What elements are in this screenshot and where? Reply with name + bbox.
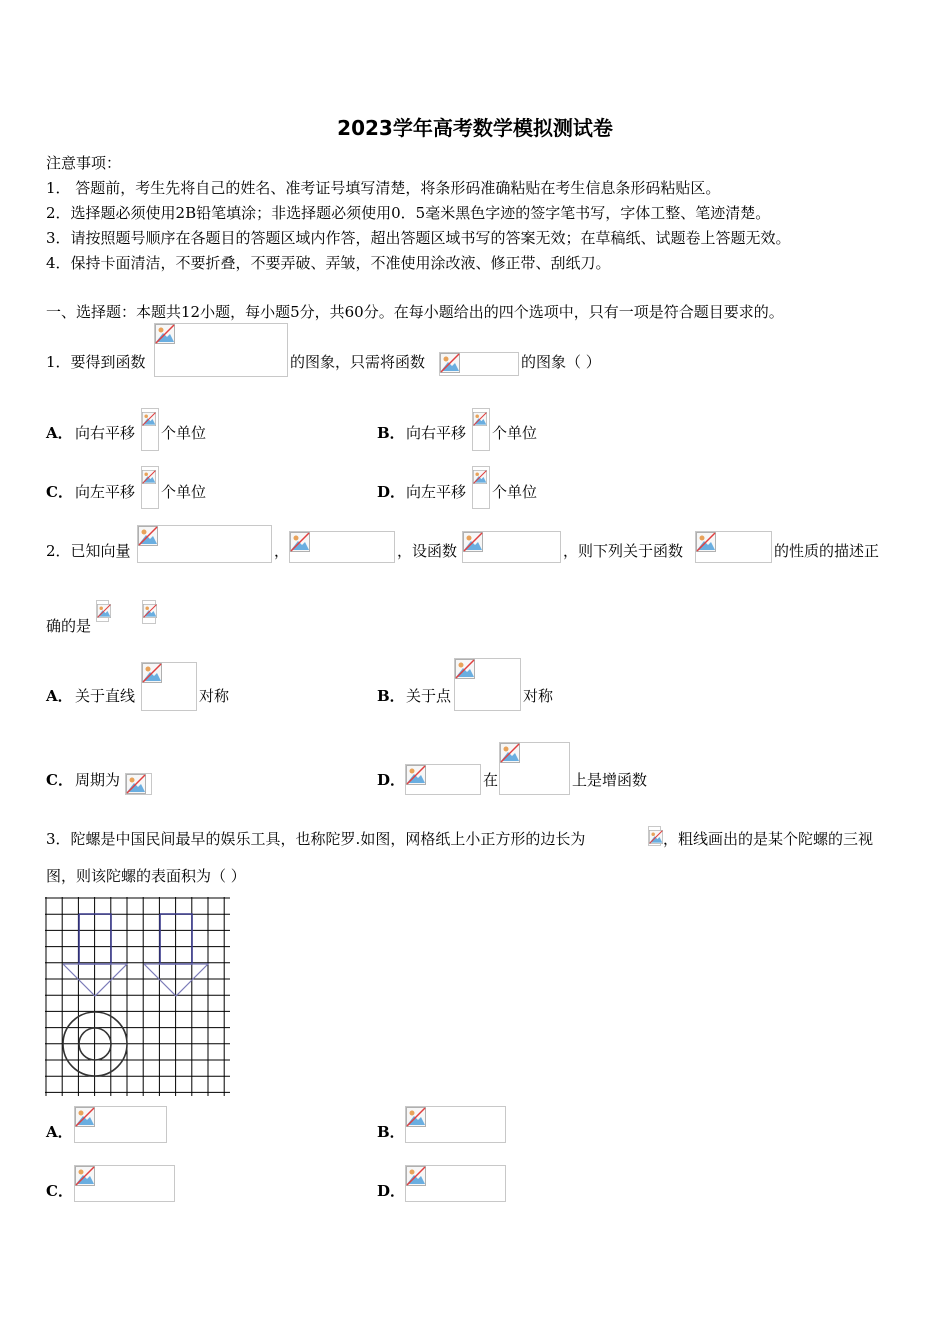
broken-image-icon [97, 601, 111, 621]
broken-image-icon [649, 827, 663, 847]
option-label[interactable]: B． [377, 687, 405, 705]
option-text: 个单位 [161, 424, 207, 442]
broken-image-icon [290, 532, 310, 552]
broken-image-icon [75, 1166, 95, 1186]
broken-image-icon [142, 409, 156, 429]
notice-item: 4．保持卡面清洁，不要折叠，不要弄破、弄皱，不准使用涂改液、修正带、刮纸刀。 [46, 254, 611, 272]
option-label[interactable]: B． [377, 1123, 405, 1141]
formula-image [142, 600, 156, 624]
option-text: 个单位 [492, 483, 538, 501]
broken-image-icon [455, 659, 475, 679]
formula-image [289, 531, 395, 563]
option-text: 关于直线 [75, 687, 136, 705]
broken-image-icon [463, 532, 483, 552]
option-label[interactable]: B． [377, 424, 405, 442]
page-title: 2023学年高考数学模拟测试卷 [337, 116, 613, 140]
notice-item: 1． 答题前，考生先将自己的姓名、准考证号填写清楚，将条形码准确粘贴在考生信息条形码粘贴区。 [46, 179, 721, 197]
broken-image-icon [406, 1166, 426, 1186]
q1-text-c: 的图象（ ） [521, 353, 601, 371]
broken-image-icon [696, 532, 716, 552]
formula-image [439, 352, 519, 376]
formula-image [141, 662, 197, 711]
q2-text-d: ，则下列关于函数 [563, 542, 684, 560]
broken-image-icon [143, 601, 157, 621]
q1-text-a: 1．要得到函数 [46, 353, 146, 371]
formula-image [96, 600, 109, 622]
option-text: 对称 [199, 687, 230, 705]
broken-image-icon [473, 409, 487, 429]
notice-item: 2．选择题必须使用2B铅笔填涂；非选择题必须使用0．5毫米黑色字迹的签字笔书写，字体工整、笔迹清楚。 [46, 204, 771, 222]
broken-image-icon [155, 324, 175, 344]
formula-image [472, 408, 490, 451]
formula-image [74, 1165, 175, 1202]
broken-image-icon [500, 743, 520, 763]
formula-image [125, 773, 152, 795]
formula-image [405, 1165, 506, 1202]
q2-text-e: 的性质的描述正 [774, 542, 880, 560]
broken-image-icon [126, 774, 146, 794]
q3-text-b: ，粗线画出的是某个陀螺的三视 [663, 830, 874, 848]
notice-heading: 注意事项： [46, 154, 122, 172]
option-label[interactable]: D． [377, 771, 406, 789]
option-text: 对称 [523, 687, 554, 705]
q3-text-a: 3．陀螺是中国民间最早的娱乐工具，也称陀罗.如图，网格纸上小正方形的边长为 [46, 830, 586, 848]
option-text: 向左平移 [406, 483, 467, 501]
option-label[interactable]: D． [377, 1182, 406, 1200]
q2-text-f: 确的是 [46, 617, 92, 635]
formula-image [454, 658, 521, 711]
broken-image-icon [406, 1107, 426, 1127]
q3-text-c: 图，则该陀螺的表面积为（ ） [46, 867, 246, 885]
q2-text-c: ，设函数 [397, 542, 458, 560]
option-label[interactable]: C． [46, 483, 73, 501]
formula-image [141, 466, 159, 509]
notice-item: 3．请按照题号顺序在各题目的答题区域内作答，超出答题区域书写的答案无效；在草稿纸、试题卷上答题无效。 [46, 229, 791, 247]
option-text: 关于点 [406, 687, 452, 705]
formula-image [462, 531, 561, 563]
option-label[interactable]: C． [46, 771, 73, 789]
option-text: 在 [483, 771, 499, 789]
option-text: 周期为 [75, 771, 121, 789]
formula-image [695, 531, 772, 563]
broken-image-icon [473, 467, 487, 487]
option-label[interactable]: A． [46, 687, 73, 705]
formula-image [499, 742, 570, 795]
option-text: 个单位 [161, 483, 207, 501]
broken-image-icon [142, 467, 156, 487]
three-view-figure [45, 897, 231, 1097]
option-text: 向左平移 [75, 483, 136, 501]
option-text: 向右平移 [406, 424, 467, 442]
option-label[interactable]: A． [46, 1123, 73, 1141]
q2-text-a: 2．已知向量 [46, 542, 131, 560]
formula-image [405, 1106, 506, 1143]
q2-text-b: ， [274, 542, 290, 560]
broken-image-icon [142, 663, 162, 683]
formula-image [154, 323, 288, 377]
section-heading: 一、选择题：本题共12小题，每小题5分，共60分。在每小题给出的四个选项中，只有一项是符合题目要求的。 [46, 303, 784, 321]
option-label[interactable]: D． [377, 483, 406, 501]
option-label[interactable]: C． [46, 1182, 73, 1200]
broken-image-icon [75, 1107, 95, 1127]
option-text: 上是增函数 [572, 771, 648, 789]
formula-image [648, 826, 661, 846]
formula-image [405, 764, 481, 795]
q1-text-b: 的图象，只需将函数 [290, 353, 426, 371]
formula-image [74, 1106, 167, 1143]
formula-image [137, 525, 272, 563]
broken-image-icon [406, 765, 426, 785]
option-label[interactable]: A． [46, 424, 73, 442]
option-text: 个单位 [492, 424, 538, 442]
formula-image [472, 466, 490, 509]
option-text: 向右平移 [75, 424, 136, 442]
broken-image-icon [440, 353, 460, 373]
formula-image [141, 408, 159, 451]
broken-image-icon [138, 526, 158, 546]
